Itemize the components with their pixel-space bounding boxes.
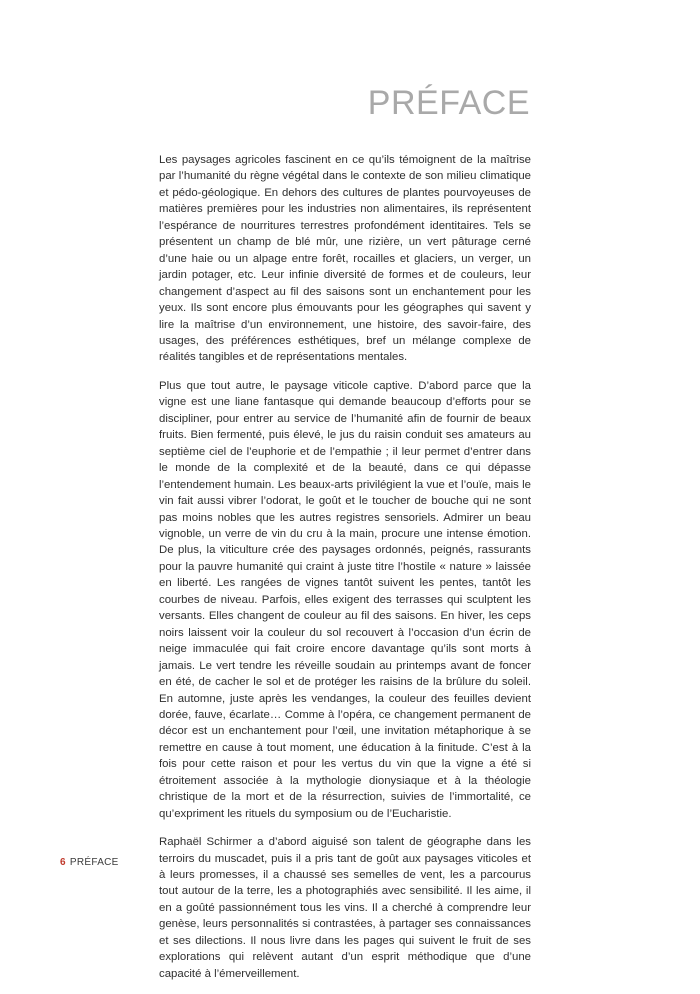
page-title: PRÉFACE	[367, 84, 530, 122]
paragraph-2: Plus que tout autre, le paysage viticole captive. D’abord parce que la vigne est une liane fantasque qui demande beaucoup d’efforts pour se discipliner, pour entrer au service de l’humanité afin de fournir de beaux fruits. Bien fermenté, puis élevé, le jus du raisin conduit ses amateurs au septième ciel de l’euphorie et de l’empathie ; il leur permet d’entrer dans le monde de la complexité et de la beauté, dans ce qui dépasse l’entendement humain. Les beaux-arts privilégient la vue et l’ouïe, mais le vin fait aussi vibrer l’odorat, le goût et le toucher de bouche qui ne sont pas moins nobles que les autres registres sensoriels. Admirer un beau vignoble, un verre de vin du cru à la main, procure une intense émotion. De plus, la viticulture crée des paysages ordonnés, peignés, rassurants pour la pauvre humanité qui craint à juste titre l’hostile « nature » laissée en liberté. Les rangées de vignes tantôt suivent les pentes, tantôt les courbes de niveau. Parfois, elles exigent des terrasses qui sculptent les versants. Elles changent de couleur au fil des saisons. En hiver, les ceps noirs laissent voir la couleur du sol recouvert à l’occasion d’un écrin de neige immaculée qui fait croire encore davantage qu’ils sont morts à jamais. Le vert tendre les réveille soudain au printemps avant de foncer en été, de cacher le sol et de protéger les raisins de la brûlure du soleil. En automne, juste après les vendanges, la couleur des feuilles devient dorée, fauve, écarlate… Comme à l’opéra, ce changement permanent de décor est un enchantement pour l’œil, une invitation métaphorique à se remettre en cause à tout moment, une éducation à la finitude. C’est à la fois pour cette raison et pour les vertus du vin que la vigne a été si étroitement associée à la mythologie dionysiaque et à la théologie christique de la mort et de la résurrection, suivies de l’immortalité, ce qu’expriment les rituels du symposium ou de l’Eucharistie.	[159, 379, 531, 820]
paragraph-1: Les paysages agricoles fascinent en ce qu’ils témoignent de la maîtrise par l’humanité du règne végétal dans le contexte de son milieu climatique et pédo-géologique. En dehors des cultures de plantes pourvoyeuses de matières premières pour les industries non alimentaires, ils représentent l’espérance de nourritures terrestres profondément identitaires. Tels se présentent un champ de blé mûr, une rizière, un vert pâturage cerné d’une haie ou un alpage entre forêt, rocailles et glaciers, un verger, un jardin potager, etc. Leur infinie diversité de formes et de couleurs, leur changement d’aspect au fil des saisons sont un enchantement pour les yeux. Ils sont encore plus émouvants pour les géographes qui savent y lire la maîtrise d’un environnement, une histoire, des savoir-faire, des usages, des préférences esthétiques, bref un mélange complexe de réalités tangibles et de représentations mentales.	[159, 154, 531, 364]
footer-section-label: PRÉFACE	[69, 857, 119, 868]
page-number: 6	[60, 857, 66, 868]
page-footer	[60, 857, 119, 868]
paragraph-3: Raphaël Schirmer a d’abord aiguisé son talent de géographe dans les terroirs du muscadet, puis il a pris tant de goût aux paysages viticoles et à leurs promesses, il a chaussé ses semelles de vent, les a parcourus tout autour de la terre, les a photographiés avec sensibilité. Il les aime, il en a goûté passionnément tous les vins. Il a cherché à comprendre leur genèse, leurs personnalités si contrastées, à partager ses connaissances et ses dilections. Il nous livre dans les pages qui suivent le fruit de ses explorations qui relèvent autant d’un esprit méthodique que d’une capacité à l’émerveillement.	[159, 836, 531, 980]
preface-body	[159, 152, 531, 994]
